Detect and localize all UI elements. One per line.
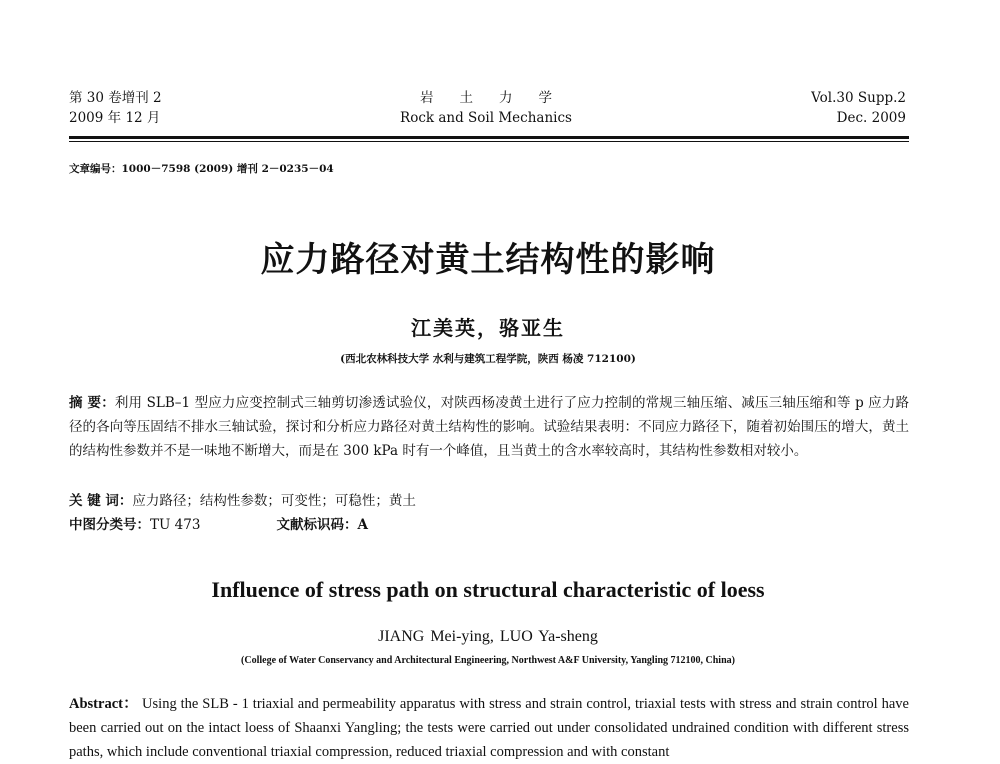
- keywords-text: 应力路径；结构性参数；可变性；可稳性；黄土: [132, 493, 416, 509]
- article-number: [69, 161, 334, 176]
- abstract-en-text: Using the SLB - 1 triaxial and permeability apparatus with stress and strain control, triaxial tests with stress and strain control have been carried out on the intact loess of Shaanxi Yangling; the tests were carried out under consolidated undrained condition with different stress paths, which include conventional triaxial compression, reduced triaxial compression and with constant: [69, 696, 909, 760]
- journal-issue-info: [69, 88, 162, 128]
- doc-code-label: 文献标识码：: [276, 517, 358, 533]
- doc-code-value: A: [357, 517, 368, 533]
- article-number-value: 1000－7598 (2009) 增刊 2－0235－04: [121, 163, 334, 175]
- clc-value: TU 473: [150, 517, 201, 533]
- article-number-label: 文章编号：: [69, 163, 122, 175]
- abstract-en-label: Abstract：: [69, 696, 139, 712]
- date-en: Dec. 2009: [836, 110, 906, 126]
- journal-name-zh: 岩土力学: [420, 90, 578, 106]
- volume-issue-en: Vol.30 Supp.2: [811, 90, 906, 106]
- authors-zh: 江美英，骆亚生: [411, 316, 565, 340]
- affiliation-zh: (西北农林科技大学 水利与建筑工程学院，陕西 杨凌 712100): [340, 353, 636, 365]
- affiliation-en: (College of Water Conservancy and Architectural Engineering, Northwest A&F University, Yangling 712100, China): [241, 655, 735, 666]
- authors-en: JIANG Mei-ying, LUO Ya-sheng: [378, 628, 598, 645]
- paper-title-zh: 应力路径对黄土结构性的影响: [260, 240, 716, 280]
- header-rule-thin: [69, 141, 909, 142]
- journal-name: [380, 88, 592, 128]
- date-zh: 2009 年 12 月: [69, 110, 161, 126]
- abstract-zh-label: 摘 要：: [69, 395, 115, 411]
- clc-label: 中图分类号：: [69, 517, 150, 533]
- keywords-label: 关 键 词：: [69, 493, 133, 509]
- keywords-zh: [69, 489, 416, 509]
- paper-title-en: Influence of stress path on structural characteristic of loess: [211, 577, 765, 602]
- abstract-en: [69, 692, 909, 764]
- journal-name-en: Rock and Soil Mechanics: [400, 110, 572, 126]
- abstract-zh-text: 利用 SLB–1 型应力应变控制式三轴剪切渗透试验仪，对陕西杨凌黄土进行了应力控制的常规三轴压缩、减压三轴压缩和等 p 应力路径的各向等压固结不排水三轴试验，探讨和分析应力路径对黄土结构性的影响。试验结果表明：不同应力路径下，随着初始围压的增大，黄土的结构性参数并不是一味地不断增大，而是在 300 kPa 时有一个峰值，且当黄土的含水率较高时，其结构性参数相对较小。: [69, 395, 910, 459]
- header-rule-thick: [69, 136, 909, 139]
- journal-volume-info: [811, 88, 906, 128]
- classification-line: [69, 513, 368, 533]
- volume-issue-zh: 第 30 卷增刊 2: [69, 90, 162, 106]
- abstract-zh: [69, 391, 909, 463]
